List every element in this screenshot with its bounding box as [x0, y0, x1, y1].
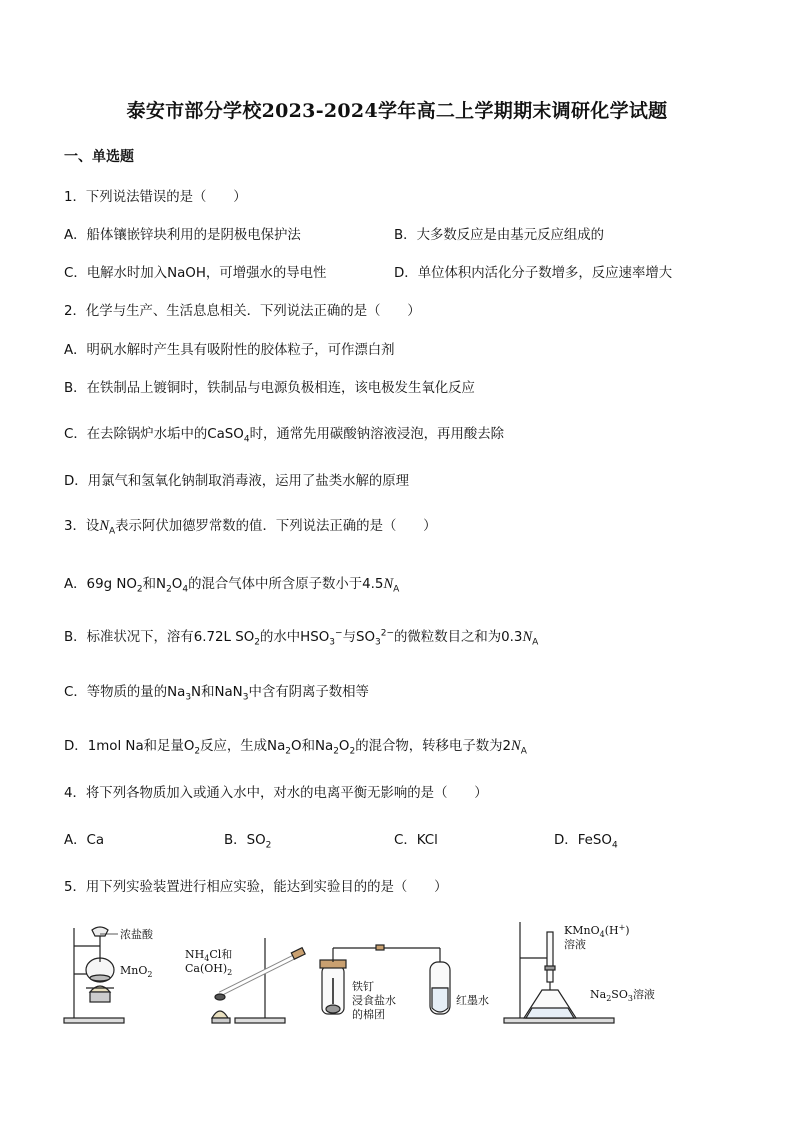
- question-2-option-a: A．明矾水解时产生具有吸附性的胶体粒子，可作漂白剂: [64, 343, 395, 358]
- section-heading: 一、单选题: [64, 149, 134, 165]
- label-iron-nail: 铁钉: [352, 980, 374, 993]
- page-title: 泰安市部分学校2023-2024学年高二上学期期末调研化学试题: [126, 100, 668, 122]
- label-saltwater-cotton-1: 浸食盐水: [352, 994, 396, 1007]
- label-red-ink: 红墨水: [456, 994, 489, 1007]
- apparatus-drawing: [60, 918, 690, 1033]
- label-kmno4-solution: 溶液: [564, 938, 586, 951]
- label-caoh2: $Ca(OH)_2$: [185, 962, 233, 977]
- label-kmno4: KMnO$_4$(H+): [564, 923, 630, 939]
- apparatus-chlorine-generator: [64, 927, 124, 1023]
- question-2-option-c: C．在去除锅炉水垢中的CaSO$_4$时，通常先用碳酸钠溶液浸泡，再用酸去除: [64, 427, 505, 445]
- question-4-option-d: D．FeSO$_4$: [554, 833, 618, 851]
- question-1-stem: 1．下列说法错误的是（ ）: [64, 190, 247, 205]
- question-3-option-a: A．69g $NO_2$和$N_2O_4$的混合气体中所含原子数小于$4.5N_A$: [64, 576, 400, 595]
- question-5-stem: 5．用下列实验装置进行相应实验，能达到实验目的的是（ ）: [64, 880, 448, 895]
- question-3-option-d: D．1mol Na和足量$O_2$反应，生成$Na_2O$和$Na_2O_2$的混合物，转移电子数为$2N_A$: [64, 738, 527, 757]
- question-2-option-b: B．在铁制品上镀铜时，铁制品与电源负极相连，该电极发生氧化反应: [64, 381, 475, 396]
- label-saltwater-cotton-2: 的棉团: [352, 1008, 385, 1021]
- question-3-option-c: C．等物质的量的$Na_3N$和NaN$_3$中含有阴离子数相等: [64, 685, 369, 703]
- label-mno2: MnO$_2$: [120, 964, 153, 979]
- apparatus-titration: [504, 922, 614, 1023]
- label-conc-hcl: 浓盐酸: [120, 928, 153, 941]
- question-2-stem: 2．化学与生产、生活息息相关．下列说法正确的是（ ）: [64, 304, 421, 319]
- question-4-stem: 4．将下列各物质加入或通入水中，对水的电离平衡无影响的是（ ）: [64, 786, 488, 801]
- label-nh4cl: $NH_4Cl$和: [185, 948, 233, 963]
- question-1-option-a: A．船体镶嵌锌块利用的是阴极电保护法: [64, 228, 301, 243]
- question-2-option-d: D．用氯气和氢氧化钠制取消毒液，运用了盐类水解的原理: [64, 474, 410, 489]
- question-1-option-b: B．大多数反应是由基元反应组成的: [394, 228, 605, 243]
- apparatus-figure: [60, 918, 690, 1033]
- question-1-option-c: C．电解水时加入NaOH，可增强水的导电性: [64, 266, 327, 281]
- question-4-option-a: A．Ca: [64, 833, 105, 848]
- question-4-option-b: B．$SO_2$: [224, 833, 272, 851]
- question-3-stem: 3．设$N_A$表示阿伏加德罗常数的值．下列说法正确的是（ ）: [64, 518, 437, 537]
- label-na2so3-solution: $Na_2SO_3$溶液: [590, 988, 655, 1003]
- question-3-option-b: B．标准状况下，溶有6.72L $SO_2$的水中$HSO_3^-$与$SO_3^{2-}$的微粒数目之和为$0.3N_A$: [64, 628, 539, 648]
- question-4-option-c: C．KCl: [394, 833, 438, 848]
- question-1-option-d: D．单位体积内活化分子数增多，反应速率增大: [394, 266, 673, 281]
